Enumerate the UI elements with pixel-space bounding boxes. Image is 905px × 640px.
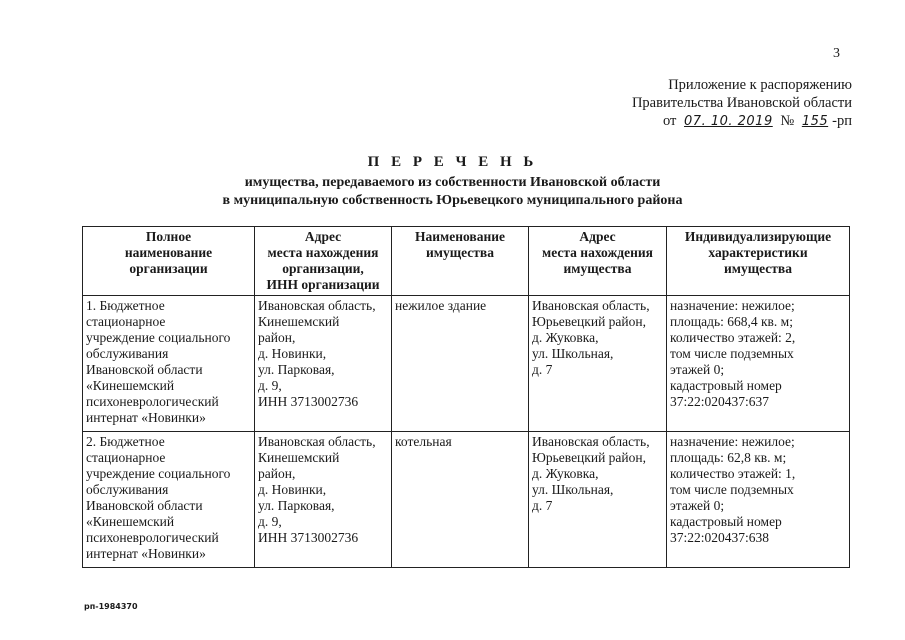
cell-org-name: 2. Бюджетное стационарное учреждение социального обслуживания Ивановской области «Кинешемский психоневрологический интернат «Новинки» <box>83 432 255 568</box>
document-title: П Е Р Е Ч Е Н Ь <box>367 154 538 170</box>
cell-org-address: Ивановская область, Кинешемский район, д. Новинки, ул. Парковая, д. 9, ИНН 3713002736 <box>255 296 392 432</box>
table-row <box>83 432 850 568</box>
appendix-line-1: Приложение к распоряжению <box>668 77 852 93</box>
number-suffix: -рп <box>832 113 852 129</box>
cell-property-address: Ивановская область, Юрьевецкий район, д. Жуковка, ул. Школьная, д. 7 <box>529 432 667 568</box>
table-row <box>83 296 850 432</box>
handwritten-number: 155 <box>801 114 829 129</box>
page-number: 3 <box>833 46 840 61</box>
cell-org-address: Ивановская область, Кинешемский район, д. Новинки, ул. Парковая, д. 9, ИНН 3713002736 <box>255 432 392 568</box>
cell-org-name: 1. Бюджетное стационарное учреждение социального обслуживания Ивановской области «Кинешемский психоневрологический интернат «Новинки» <box>83 296 255 432</box>
table-header-row <box>83 227 850 296</box>
number-label: № <box>780 113 795 129</box>
cell-property-address: Ивановская область, Юрьевецкий район, д. Жуковка, ул. Школьная, д. 7 <box>529 296 667 432</box>
header-property-address: Адрес места нахождения имущества <box>529 227 667 296</box>
handwritten-date: 07. 10. 2019 <box>684 114 773 129</box>
header-characteristics: Индивидуализирующие характеристики имущества <box>667 227 850 296</box>
footer-stamp: рп-1984370 <box>84 602 138 611</box>
from-label: от <box>663 113 677 129</box>
header-property-name: Наименование имущества <box>392 227 529 296</box>
appendix-line-2: Правительства Ивановской области <box>631 95 852 111</box>
cell-characteristics: назначение: нежилое; площадь: 668,4 кв. м; количество этажей: 2, том числе подземных этажей 0; кадастровый номер 37:22:020437:637 <box>667 296 850 432</box>
header-org-address: Адрес места нахождения организации, ИНН организации <box>255 227 392 296</box>
header-org-name: Полное наименование организации <box>83 227 255 296</box>
document-subtitle-1: имущества, передаваемого из собственности Ивановской области <box>244 175 661 190</box>
appendix-block <box>632 76 852 131</box>
property-table <box>82 226 850 568</box>
cell-property-name: котельная <box>392 432 529 568</box>
cell-characteristics: назначение: нежилое; площадь: 62,8 кв. м; количество этажей: 1, том числе подземных этажей 0; кадастровый номер 37:22:020437:638 <box>667 432 850 568</box>
document-subtitle-2: в муниципальную собственность Юрьевецкого муниципального района <box>222 193 683 208</box>
cell-property-name: нежилое здание <box>392 296 529 432</box>
appendix-line-3 <box>632 112 852 131</box>
